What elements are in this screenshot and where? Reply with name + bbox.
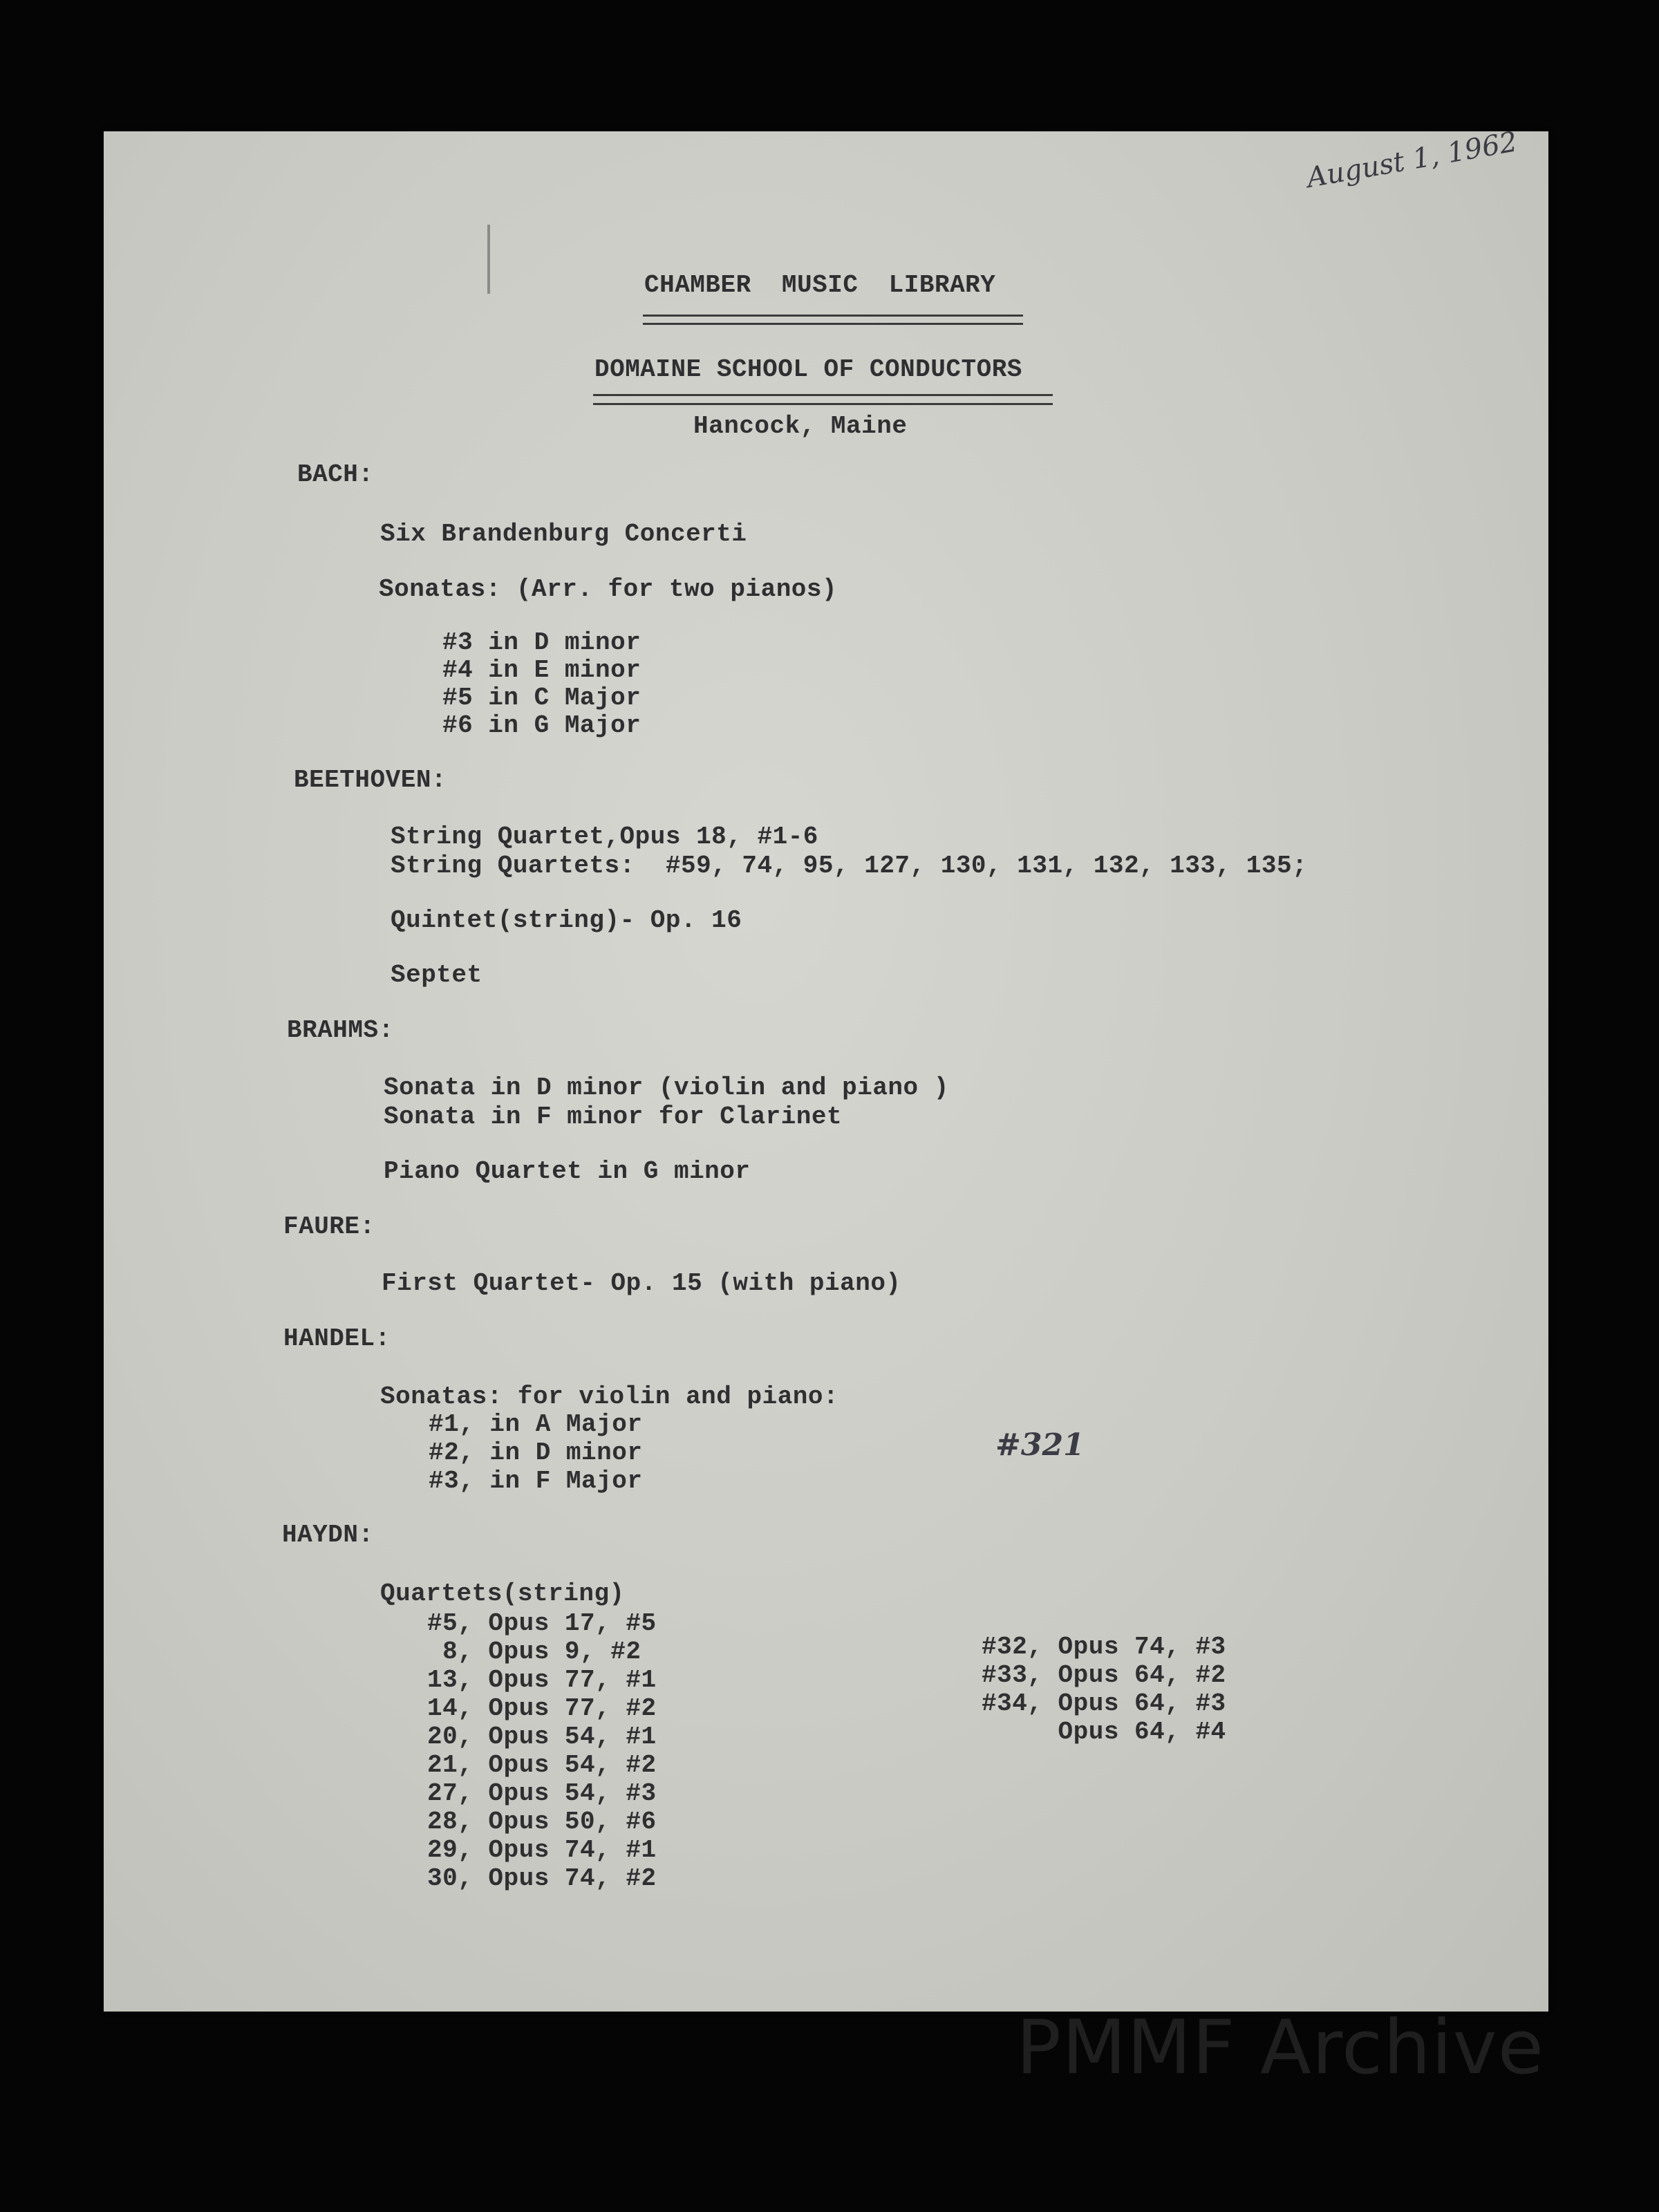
faure-heading: FAURE: [283, 1212, 375, 1241]
beethoven-line-4: Septet [391, 961, 482, 989]
archive-watermark: PMMF Archive [1016, 2005, 1545, 2091]
brahms-line-2: Sonata in F minor for Clarinet [384, 1103, 843, 1131]
bach-item: #3 in D minor [442, 628, 641, 657]
haydn-quartet-item: #33, Opus 64, #2 [982, 1661, 1226, 1689]
library-title: CHAMBER MUSIC LIBRARY [644, 271, 996, 299]
handel-item-list [429, 1410, 643, 1524]
haydn-quartet-item: 8, Opus 9, #2 [427, 1638, 641, 1666]
haydn-right-list [982, 1633, 1226, 1774]
haydn-quartet-item: 13, Opus 77, #1 [427, 1666, 657, 1694]
bach-line-2: Sonatas: (Arr. for two pianos) [379, 575, 838, 603]
haydn-quartet-item: #32, Opus 74, #3 [982, 1633, 1226, 1661]
school-underline-1 [593, 394, 1053, 396]
handel-item: #3, in F Major [429, 1467, 643, 1495]
handwritten-catalog-number: #321 [995, 1427, 1085, 1463]
haydn-quartet-item: 20, Opus 54, #1 [427, 1723, 657, 1751]
brahms-line-3: Piano Quartet in G minor [384, 1157, 751, 1185]
handel-line-1: Sonatas: for violin and piano: [380, 1382, 839, 1411]
school-underline-2 [593, 403, 1053, 405]
haydn-quartet-item: 30, Opus 74, #2 [427, 1864, 657, 1893]
haydn-line-1: Quartets(string) [380, 1580, 625, 1608]
bach-line-1: Six Brandenburg Concerti [380, 520, 747, 548]
handel-heading: HANDEL: [283, 1324, 391, 1353]
handel-item: #2, in D minor [429, 1438, 643, 1467]
haydn-quartet-item: 28, Opus 50, #6 [427, 1808, 657, 1836]
title-underline-1 [643, 315, 1023, 317]
haydn-quartet-item: 21, Opus 54, #2 [427, 1751, 657, 1779]
haydn-quartet-item: Opus 64, #4 [982, 1718, 1226, 1746]
bach-item: #5 in C Major [442, 684, 641, 712]
bach-item-list [442, 628, 641, 767]
haydn-quartet-item: 29, Opus 74, #1 [427, 1836, 657, 1864]
title-underline-2 [643, 323, 1023, 325]
beethoven-line-3: Quintet(string)- Op. 16 [391, 906, 742, 935]
haydn-heading: HAYDN: [282, 1521, 374, 1549]
bach-heading: BACH: [297, 460, 374, 489]
haydn-quartet-item: #34, Opus 64, #3 [982, 1689, 1226, 1718]
school-title: DOMAINE SCHOOL OF CONDUCTORS [594, 355, 1022, 384]
haydn-left-list [427, 1609, 657, 1921]
handel-item: #1, in A Major [429, 1410, 643, 1438]
handwritten-date: August 1, 1962 [1304, 126, 1520, 194]
beethoven-line-1: String Quartet,Opus 18, #1-6 [391, 823, 818, 851]
haydn-quartet-item: 27, Opus 54, #3 [427, 1779, 657, 1808]
beethoven-line-2: String Quartets: #59, 74, 95, 127, 130, 131, 132, 133, 135; [391, 852, 1308, 880]
bach-item: #6 in G Major [442, 711, 641, 740]
paper-crease [487, 225, 490, 294]
brahms-heading: BRAHMS: [287, 1016, 394, 1044]
bach-item: #4 in E minor [442, 656, 641, 684]
faure-line-1: First Quartet- Op. 15 (with piano) [382, 1269, 901, 1297]
beethoven-heading: BEETHOVEN: [294, 766, 447, 794]
haydn-quartet-item: 14, Opus 77, #2 [427, 1694, 657, 1723]
brahms-line-1: Sonata in D minor (violin and piano ) [384, 1074, 949, 1102]
haydn-quartet-item: #5, Opus 17, #5 [427, 1609, 657, 1638]
location-line: Hancock, Maine [693, 412, 908, 440]
